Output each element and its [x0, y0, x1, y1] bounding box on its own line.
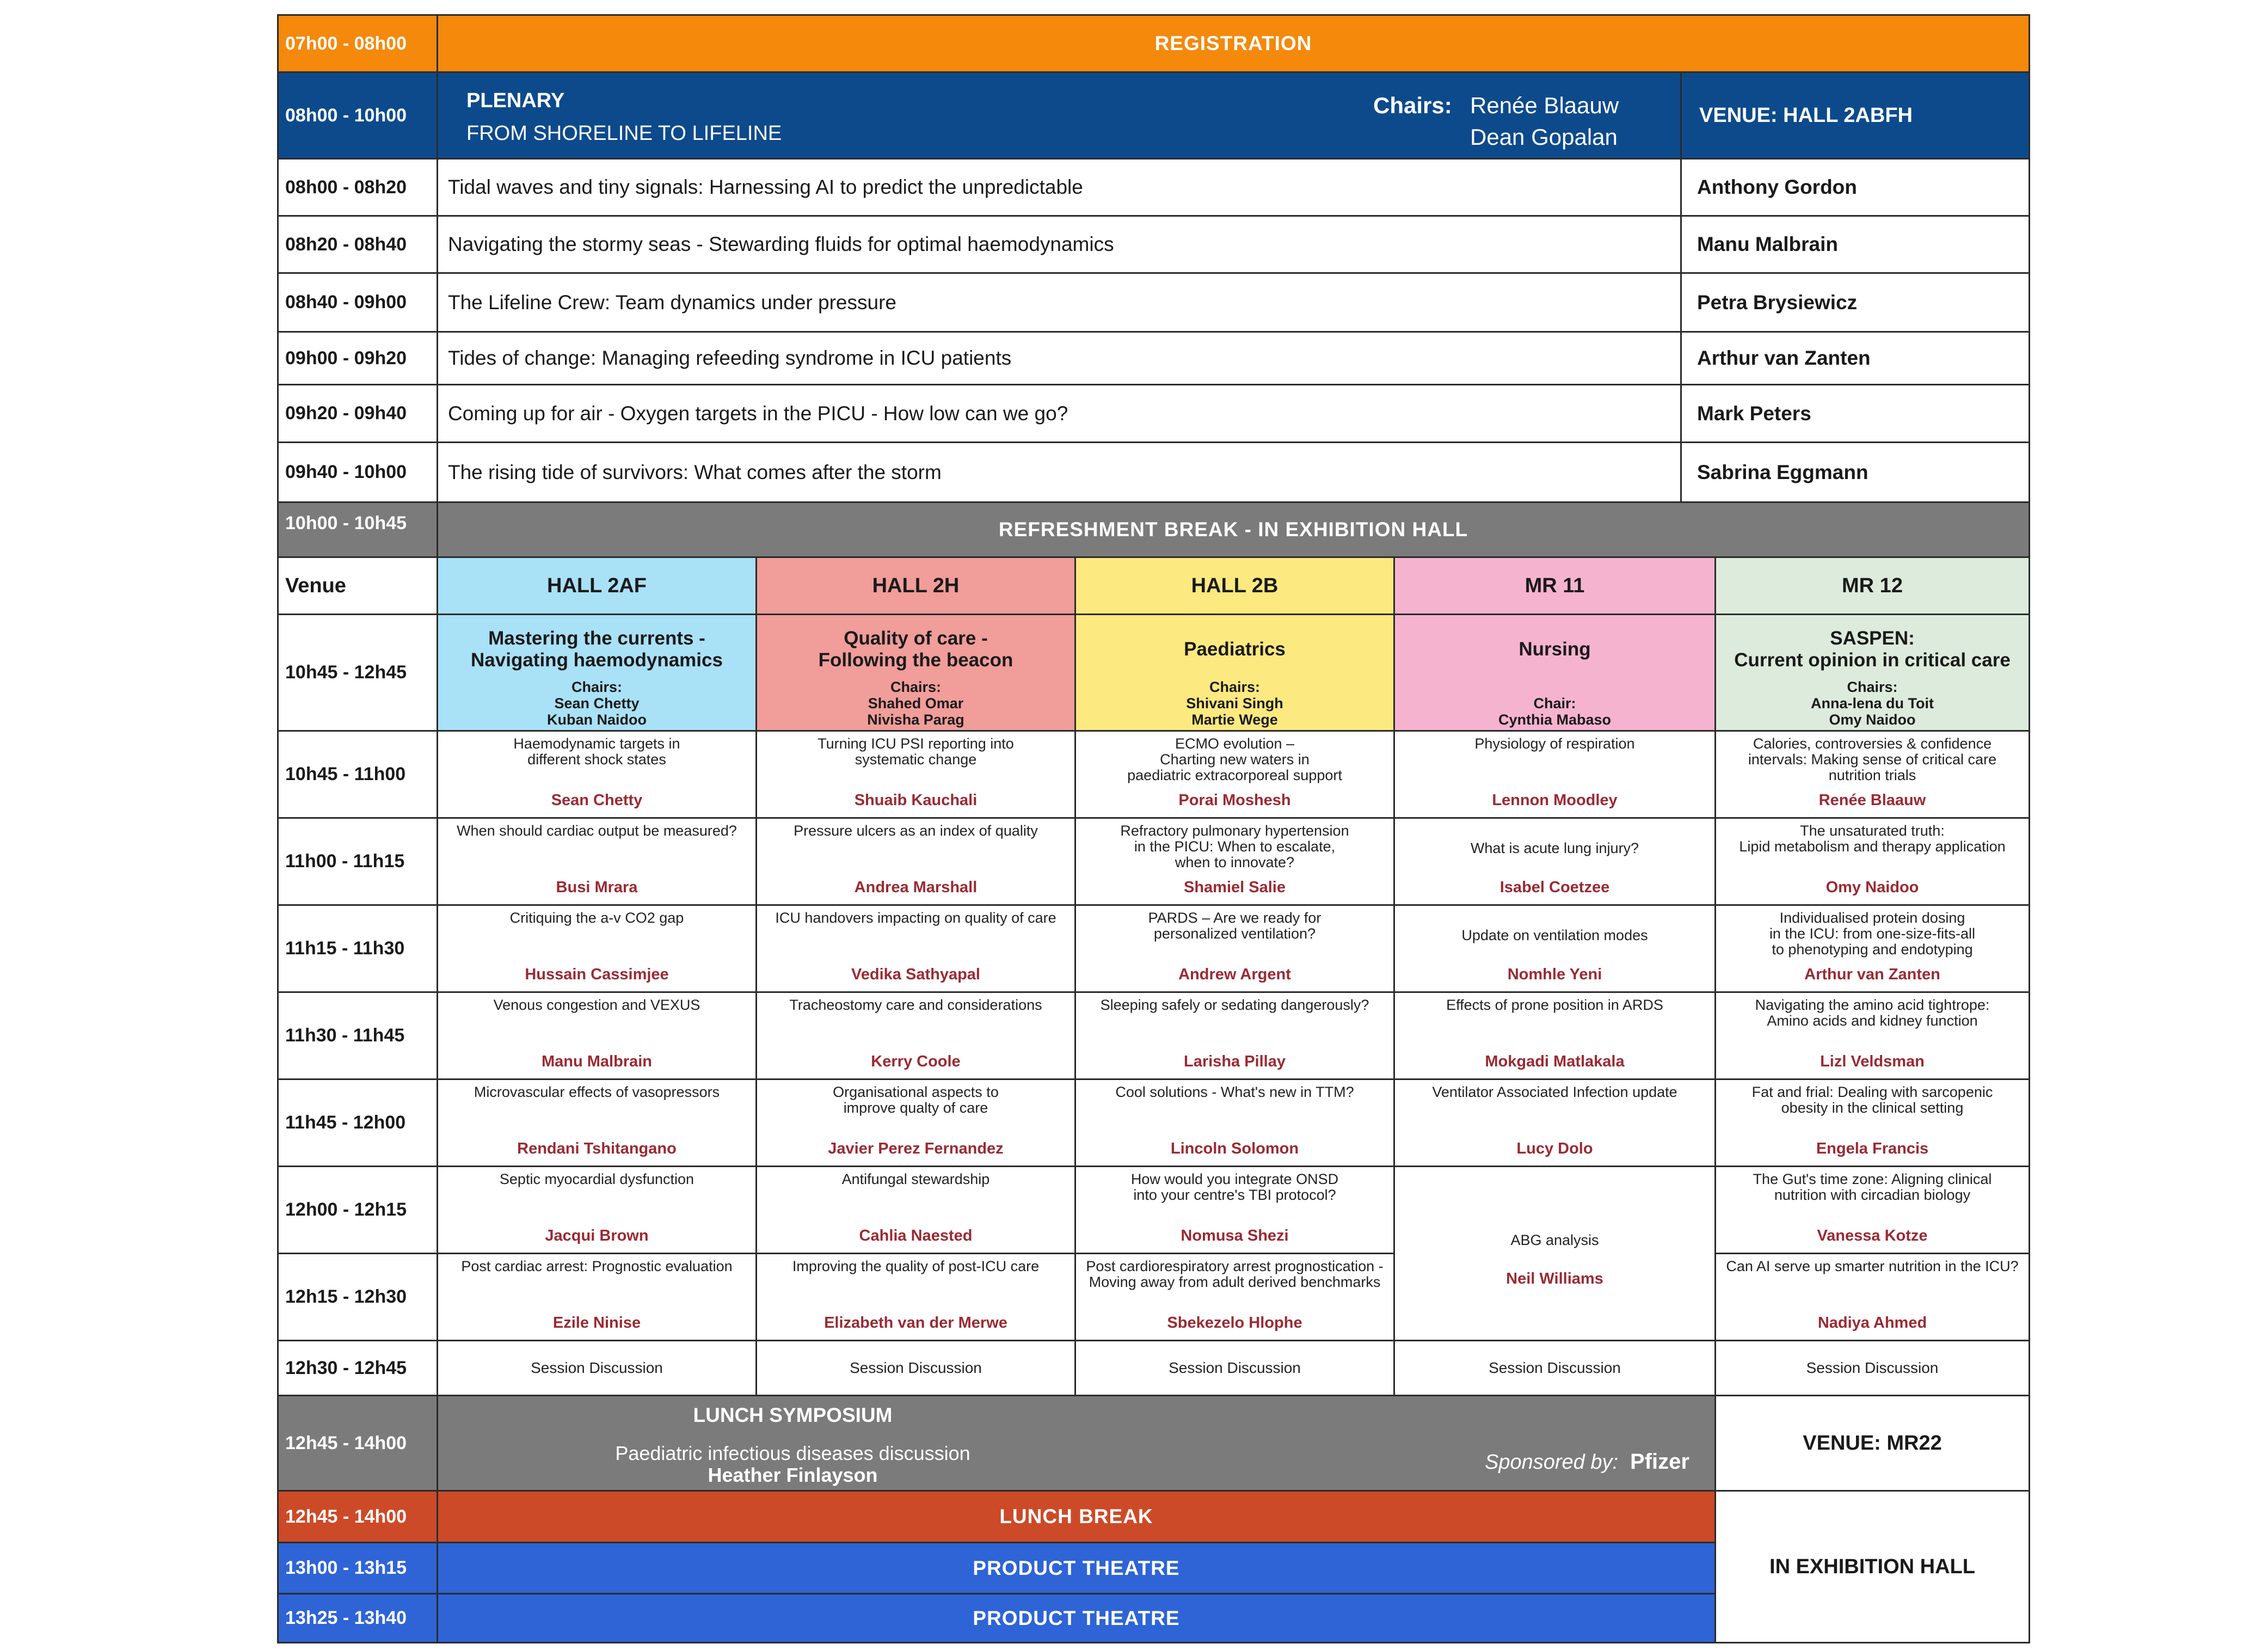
talk-speaker: Larisha Pillay [1184, 1053, 1286, 1070]
plenary-title: PLENARY [466, 89, 565, 112]
slot-time: 11h00 - 11h15 [277, 817, 438, 906]
talk-speaker: Porai Moshesh [1178, 792, 1291, 809]
talk-cell [437, 1166, 757, 1254]
talk-title-line: obesity in the clinical setting [1781, 1100, 1964, 1116]
talk-title-line: Post cardiorespiratory arrest prognostication - [1086, 1258, 1384, 1274]
session-title-block [1716, 619, 2029, 679]
talk-title-line: Lipid metabolism and therapy application [1739, 838, 2006, 855]
plenary-time: 08h00 - 10h00 [277, 71, 438, 160]
talk-cell [755, 1166, 1076, 1254]
product-theatre-label: PRODUCT THEATRE [437, 1542, 1716, 1594]
talk-title-line: ICU handovers impacting on quality of care [775, 910, 1056, 926]
plenary-talk-title: Tides of change: Managing refeeding syndrome in ICU patients [437, 331, 1682, 385]
session-discussion: Session Discussion [1074, 1340, 1395, 1396]
talk-title [1395, 823, 1714, 874]
talk-title-line: systematic change [855, 751, 977, 768]
talk-title [1716, 1259, 2029, 1309]
talk-title-line: The Gut's time zone: Aligning clinical [1753, 1171, 1992, 1187]
talk-title-line: Tracheostomy care and considerations [789, 997, 1042, 1013]
talk-title-line: Haemodynamic targets in [513, 735, 680, 752]
talk-cell [1074, 991, 1395, 1080]
session-info [437, 614, 757, 732]
plenary-header [437, 71, 1682, 160]
talk-speaker: Andrew Argent [1178, 966, 1291, 983]
talk-speaker: Lincoln Solomon [1170, 1140, 1299, 1157]
plenary-talk-speaker: Sabrina Eggmann [1680, 441, 2030, 503]
talk-speaker: Hussain Cassimjee [525, 966, 669, 983]
plenary-talk-title: Tidal waves and tiny signals: Harnessing AI to predict the unpredictable [437, 158, 1682, 217]
session-discussion: Session Discussion [437, 1340, 757, 1396]
talk-title [1395, 997, 1714, 1048]
talk-title-line: Amino acids and kidney function [1767, 1013, 1978, 1029]
plenary-chair-2: Dean Gopalan [1470, 124, 1618, 150]
refreshment-label: REFRESHMENT BREAK - IN EXHIBITION HALL [437, 501, 2030, 558]
talk-title [438, 997, 755, 1048]
plenary-talk-speaker: Arthur van Zanten [1680, 331, 2030, 385]
talk-title [438, 910, 755, 961]
talk-speaker: Sbekezelo Hlophe [1167, 1314, 1302, 1332]
session-chairs [1076, 679, 1393, 728]
talk-speaker: Javier Perez Fernandez [828, 1140, 1004, 1157]
talk-title-line: Moving away from adult derived benchmarks [1089, 1274, 1381, 1290]
talk-cell [437, 1078, 757, 1167]
talk-speaker: Ezile Ninise [552, 1314, 641, 1332]
session-title-line: SASPEN: [1830, 628, 1915, 649]
plenary-talk-title: The Lifeline Crew: Team dynamics under pressure [437, 272, 1682, 333]
session-chair-name: Kuban Naidoo [547, 711, 647, 728]
talk-title-line: nutrition with circadian biology [1774, 1187, 1971, 1203]
session-chairs [1395, 695, 1714, 728]
session-chairs [438, 679, 755, 728]
talk-title [1716, 1084, 2029, 1135]
talk-speaker: Andrea Marshall [854, 879, 978, 896]
talk-cell [1393, 817, 1716, 906]
talk-cell [437, 904, 757, 993]
talk-speaker: Neil Williams [1506, 1270, 1603, 1287]
talk-cell [1074, 1078, 1395, 1167]
session-title-line: Following the beacon [818, 649, 1013, 671]
talk-title-line: PARDS – Are we ready for [1148, 910, 1322, 926]
talk-title-line: ECMO evolution – [1175, 735, 1295, 752]
talk-title [757, 1259, 1074, 1309]
talk-speaker: Busi Mrara [556, 879, 638, 896]
talk-title [1395, 736, 1714, 787]
talk-speaker: Isabel Coetzee [1499, 879, 1610, 896]
talk-title [1716, 823, 2029, 874]
talk-title-line: Effects of prone position in ARDS [1446, 997, 1663, 1013]
session-chair-name: Omy Naidoo [1829, 711, 1916, 728]
talk-title-line: nutrition trials [1828, 767, 1916, 783]
talk-speaker: Kerry Coole [871, 1053, 961, 1070]
session-chair-name: Sean Chetty [554, 695, 640, 711]
talk-title-line: personalized ventilation? [1153, 925, 1316, 942]
session-chair-label: Chairs: [890, 679, 942, 695]
talk-title [1395, 1084, 1714, 1135]
talk-title [1076, 910, 1393, 961]
talk-title [1395, 1171, 1714, 1309]
session-chairs [1716, 679, 2029, 728]
talk-title-line: Navigating the amino acid tightrope: [1755, 997, 1990, 1013]
talk-speaker: Rendani Tshitangano [517, 1140, 677, 1157]
session-info [1074, 614, 1395, 732]
session-chairs [757, 679, 1074, 728]
session-chair-name: Shahed Omar [868, 695, 964, 711]
talk-title-line: Refractory pulmonary hypertension [1120, 823, 1349, 839]
product-theatre-time: 13h25 - 13h40 [277, 1593, 438, 1643]
talk-title [438, 736, 755, 787]
talk-title [757, 910, 1074, 961]
talk-title [1716, 997, 2029, 1048]
session-title-line: Quality of care - [844, 628, 988, 649]
talk-title [1395, 910, 1714, 961]
product-theatre-label: PRODUCT THEATRE [437, 1593, 1716, 1643]
talk-title-line: Venous congestion and VEXUS [493, 997, 700, 1013]
talk-speaker: Cahlia Naested [859, 1227, 973, 1244]
talk-title-line: Sleeping safely or sedating dangerously? [1100, 997, 1369, 1013]
talk-title [438, 1259, 755, 1309]
talk-title-line: Fat and frial: Dealing with sarcopenic [1751, 1084, 1993, 1100]
talk-cell [755, 730, 1076, 819]
talk-title-line: into your centre's TBI protocol? [1133, 1187, 1336, 1203]
talk-cell [1074, 904, 1395, 993]
talk-cell [437, 991, 757, 1080]
talk-title-line: Update on ventilation modes [1461, 927, 1648, 943]
plenary-subtitle: FROM SHORELINE TO LIFELINE [466, 122, 782, 145]
plenary-talk-time: 08h20 - 08h40 [277, 215, 438, 274]
plenary-talk-title: Coming up for air - Oxygen targets in the PICU - How low can we go? [437, 384, 1682, 443]
talk-speaker: Renée Blaauw [1818, 792, 1926, 809]
talk-title-line: Post cardiac arrest: Prognostic evaluation [461, 1258, 733, 1274]
talk-cell [1393, 904, 1716, 993]
hall-header: HALL 2H [755, 556, 1076, 615]
talk-cell [1714, 1253, 2030, 1341]
lunch-symposium-speaker: Heather Finlayson [708, 1464, 878, 1486]
talk-title [1716, 736, 2029, 787]
talk-speaker: Vedika Sathyapal [851, 966, 980, 983]
slot-time: 11h15 - 11h30 [277, 904, 438, 993]
slot-time: 12h00 - 12h15 [277, 1166, 438, 1254]
sponsor-name: Pfizer [1630, 1450, 1689, 1474]
talk-title-line: The unsaturated truth: [1800, 823, 1945, 839]
talk-cell [1393, 991, 1716, 1080]
talk-speaker: Sean Chetty [551, 792, 643, 809]
slot-time: 12h15 - 12h30 [277, 1253, 438, 1341]
talk-cell [1074, 817, 1395, 906]
plenary-talk-speaker: Manu Malbrain [1680, 215, 2030, 274]
talk-title-line: Cool solutions - What's new in TTM? [1115, 1084, 1354, 1100]
talk-cell [1714, 1078, 2030, 1167]
talk-cell [437, 1253, 757, 1341]
talk-title [757, 736, 1074, 787]
talk-title [438, 1084, 755, 1135]
talk-title-line: Septic myocardial dysfunction [499, 1171, 694, 1187]
plenary-talk-title: Navigating the stormy seas - Stewarding fluids for optimal haemodynamics [437, 215, 1682, 274]
talk-title [1076, 997, 1393, 1048]
talk-title [1716, 910, 2029, 961]
talk-speaker: Lucy Dolo [1516, 1140, 1593, 1157]
talk-title [1076, 1171, 1393, 1222]
session-info [755, 614, 1076, 732]
session-discussion: Session Discussion [1714, 1340, 2030, 1396]
session-title-line: Paediatrics [1184, 639, 1286, 660]
talk-title-line: Organisational aspects to [833, 1084, 999, 1100]
talk-title-line: When should cardiac output be measured? [457, 823, 737, 839]
session-chair-name: Nivisha Parag [867, 711, 964, 728]
talk-cell [755, 817, 1076, 906]
talk-cell [1074, 1253, 1395, 1341]
programme-table [277, 14, 2030, 1643]
talk-title [438, 1171, 755, 1222]
talk-title-line: when to innovate? [1175, 854, 1295, 870]
session-title-line: Nursing [1519, 639, 1591, 660]
talk-speaker: Vanessa Kotze [1817, 1227, 1928, 1244]
plenary-chairs-label: Chairs: [1373, 93, 1452, 118]
venue-label: Venue [277, 556, 438, 615]
talk-title [757, 1084, 1074, 1135]
lunch-symposium-subtitle: Paediatric infectious diseases discussion [615, 1442, 970, 1464]
slot-time: 11h45 - 12h00 [277, 1078, 438, 1167]
lunch-break-time: 12h45 - 14h00 [277, 1490, 438, 1543]
talk-title-line: different shock states [527, 751, 666, 768]
talk-title [1076, 736, 1393, 787]
hall-header: MR 12 [1714, 556, 2030, 615]
talk-speaker: Lizl Veldsman [1820, 1053, 1925, 1070]
talk-title-line: Critiquing the a-v CO2 gap [509, 910, 684, 926]
session-discussion: Session Discussion [1393, 1340, 1716, 1396]
talk-cell [1074, 1166, 1395, 1254]
talk-title-line: intervals: Making sense of critical care [1748, 751, 1997, 768]
talk-speaker: Nadiya Ahmed [1817, 1314, 1927, 1332]
talk-cell [1714, 904, 2030, 993]
session-info [1714, 614, 2030, 732]
talk-title-line: in the ICU: from one-size-fits-all [1769, 925, 1976, 942]
talk-title-line: Ventilator Associated Infection update [1432, 1084, 1677, 1100]
registration-label: REGISTRATION [437, 14, 2030, 73]
session-time: 10h45 - 12h45 [277, 614, 438, 732]
talk-cell [1393, 1078, 1716, 1167]
talk-title-line: Individualised protein dosing [1779, 910, 1965, 926]
talk-cell [755, 991, 1076, 1080]
session-chair-name: Cynthia Mabaso [1498, 711, 1612, 728]
talk-speaker: Mokgadi Matlakala [1485, 1053, 1625, 1070]
plenary-talk-time: 09h20 - 09h40 [277, 384, 438, 443]
talk-title [438, 823, 755, 874]
talk-cell [1714, 817, 2030, 906]
plenary-talk-time: 09h00 - 09h20 [277, 331, 438, 385]
talk-cell [1714, 991, 2030, 1080]
session-chair-label: Chair: [1533, 695, 1576, 711]
session-title-block [1395, 619, 1714, 679]
lunch-break-label: LUNCH BREAK [437, 1490, 1716, 1543]
talk-speaker: Omy Naidoo [1826, 879, 1919, 896]
session-title-line: Navigating haemodynamics [471, 649, 723, 671]
exhibition-hall-label: IN EXHIBITION HALL [1714, 1490, 2030, 1643]
talk-title-line: Physiology of respiration [1474, 735, 1635, 752]
session-chair-name: Anna-lena du Toit [1811, 695, 1934, 711]
hall-header: MR 11 [1393, 556, 1716, 615]
plenary-talk-title: The rising tide of survivors: What comes after the storm [437, 441, 1682, 503]
talk-title [1076, 1259, 1393, 1309]
talk-title-line: What is acute lung injury? [1470, 840, 1639, 856]
sponsored-by-label: Sponsored by: [1485, 1451, 1619, 1474]
talk-cell [755, 1078, 1076, 1167]
talk-cell [1074, 730, 1395, 819]
talk-cell [1714, 730, 2030, 819]
session-discussion: Session Discussion [755, 1340, 1076, 1396]
talk-title-line: Can AI serve up smarter nutrition in the ICU? [1726, 1258, 2019, 1274]
slot-time: 10h45 - 11h00 [277, 730, 438, 819]
plenary-talk-time: 09h40 - 10h00 [277, 441, 438, 503]
lunch-symposium-title: LUNCH SYMPOSIUM [693, 1404, 893, 1426]
session-chair-label: Chairs: [571, 679, 623, 695]
talk-title [1076, 823, 1393, 874]
session-title-block [757, 619, 1074, 679]
session-title-line: Current opinion in critical care [1734, 649, 2011, 671]
talk-title-line: Improving the quality of post-ICU care [792, 1258, 1040, 1274]
talk-speaker: Arthur van Zanten [1804, 966, 1940, 983]
talk-title-line: paediatric extracorporeal support [1127, 767, 1342, 783]
talk-title-line: in the PICU: When to escalate, [1134, 838, 1336, 855]
talk-cell [1393, 1166, 1716, 1341]
session-chair-label: Chairs: [1209, 679, 1261, 695]
plenary-talk-speaker: Mark Peters [1680, 384, 2030, 443]
talk-title-line: to phenotyping and endotyping [1772, 941, 1973, 958]
talk-cell [755, 1253, 1076, 1341]
hall-header: HALL 2AF [437, 556, 757, 615]
talk-title-line: Calories, controversies & confidence [1753, 735, 1992, 752]
session-chair-name: Martie Wege [1191, 711, 1278, 728]
refreshment-time: 10h00 - 10h45 [277, 501, 438, 558]
lunch-symposium-time: 12h45 - 14h00 [277, 1395, 438, 1492]
talk-title-line: Antifungal stewardship [841, 1171, 990, 1187]
talk-title-line: Microvascular effects of vasopressors [474, 1084, 720, 1100]
talk-title-line: Charting new waters in [1160, 751, 1310, 768]
plenary-venue: VENUE: HALL 2ABFH [1680, 71, 2030, 160]
talk-title-line: How would you integrate ONSD [1130, 1171, 1339, 1187]
talk-title-line: Pressure ulcers as an index of quality [794, 823, 1038, 839]
lunch-symposium-venue: VENUE: MR22 [1714, 1395, 2030, 1492]
product-theatre-time: 13h00 - 13h15 [277, 1542, 438, 1594]
talk-title-line: improve qualty of care [843, 1100, 988, 1116]
talk-cell [437, 730, 757, 819]
session-title-block [1076, 619, 1393, 679]
plenary-chair-1: Renée Blaauw [1470, 93, 1619, 118]
talk-speaker: Nomhle Yeni [1507, 966, 1602, 983]
slot-time: 11h30 - 11h45 [277, 991, 438, 1080]
talk-cell [437, 817, 757, 906]
talk-speaker: Manu Malbrain [541, 1053, 652, 1070]
talk-speaker: Nomusa Shezi [1181, 1227, 1289, 1244]
talk-speaker: Jacqui Brown [545, 1227, 649, 1244]
talk-cell [755, 904, 1076, 993]
plenary-talk-speaker: Petra Brysiewicz [1680, 272, 2030, 333]
talk-title [1716, 1171, 2029, 1222]
slot-time: 12h30 - 12h45 [277, 1340, 438, 1396]
talk-title-line: Turning ICU PSI reporting into [818, 735, 1014, 752]
talk-speaker: Shuaib Kauchali [854, 792, 978, 809]
session-chair-name: Shivani Singh [1186, 695, 1283, 711]
talk-speaker: Elizabeth van der Merwe [824, 1314, 1007, 1332]
plenary-talk-time: 08h40 - 09h00 [277, 272, 438, 333]
plenary-talk-time: 08h00 - 08h20 [277, 158, 438, 217]
session-chair-label: Chairs: [1847, 679, 1898, 695]
talk-title [757, 997, 1074, 1048]
talk-title-line: ABG analysis [1510, 1232, 1599, 1248]
talk-cell [1393, 730, 1716, 819]
talk-title [757, 823, 1074, 874]
talk-title [757, 1171, 1074, 1222]
talk-title [1076, 1084, 1393, 1135]
session-title-line: Mastering the currents - [488, 628, 705, 649]
registration-time: 07h00 - 08h00 [277, 14, 438, 73]
talk-speaker: Engela Francis [1816, 1140, 1929, 1157]
hall-header: HALL 2B [1074, 556, 1395, 615]
talk-speaker: Lennon Moodley [1492, 792, 1618, 809]
talk-speaker: Shamiel Salie [1184, 879, 1286, 896]
plenary-talk-speaker: Anthony Gordon [1680, 158, 2030, 217]
talk-cell [1714, 1166, 2030, 1254]
session-title-block [438, 619, 755, 679]
session-info [1393, 614, 1716, 732]
